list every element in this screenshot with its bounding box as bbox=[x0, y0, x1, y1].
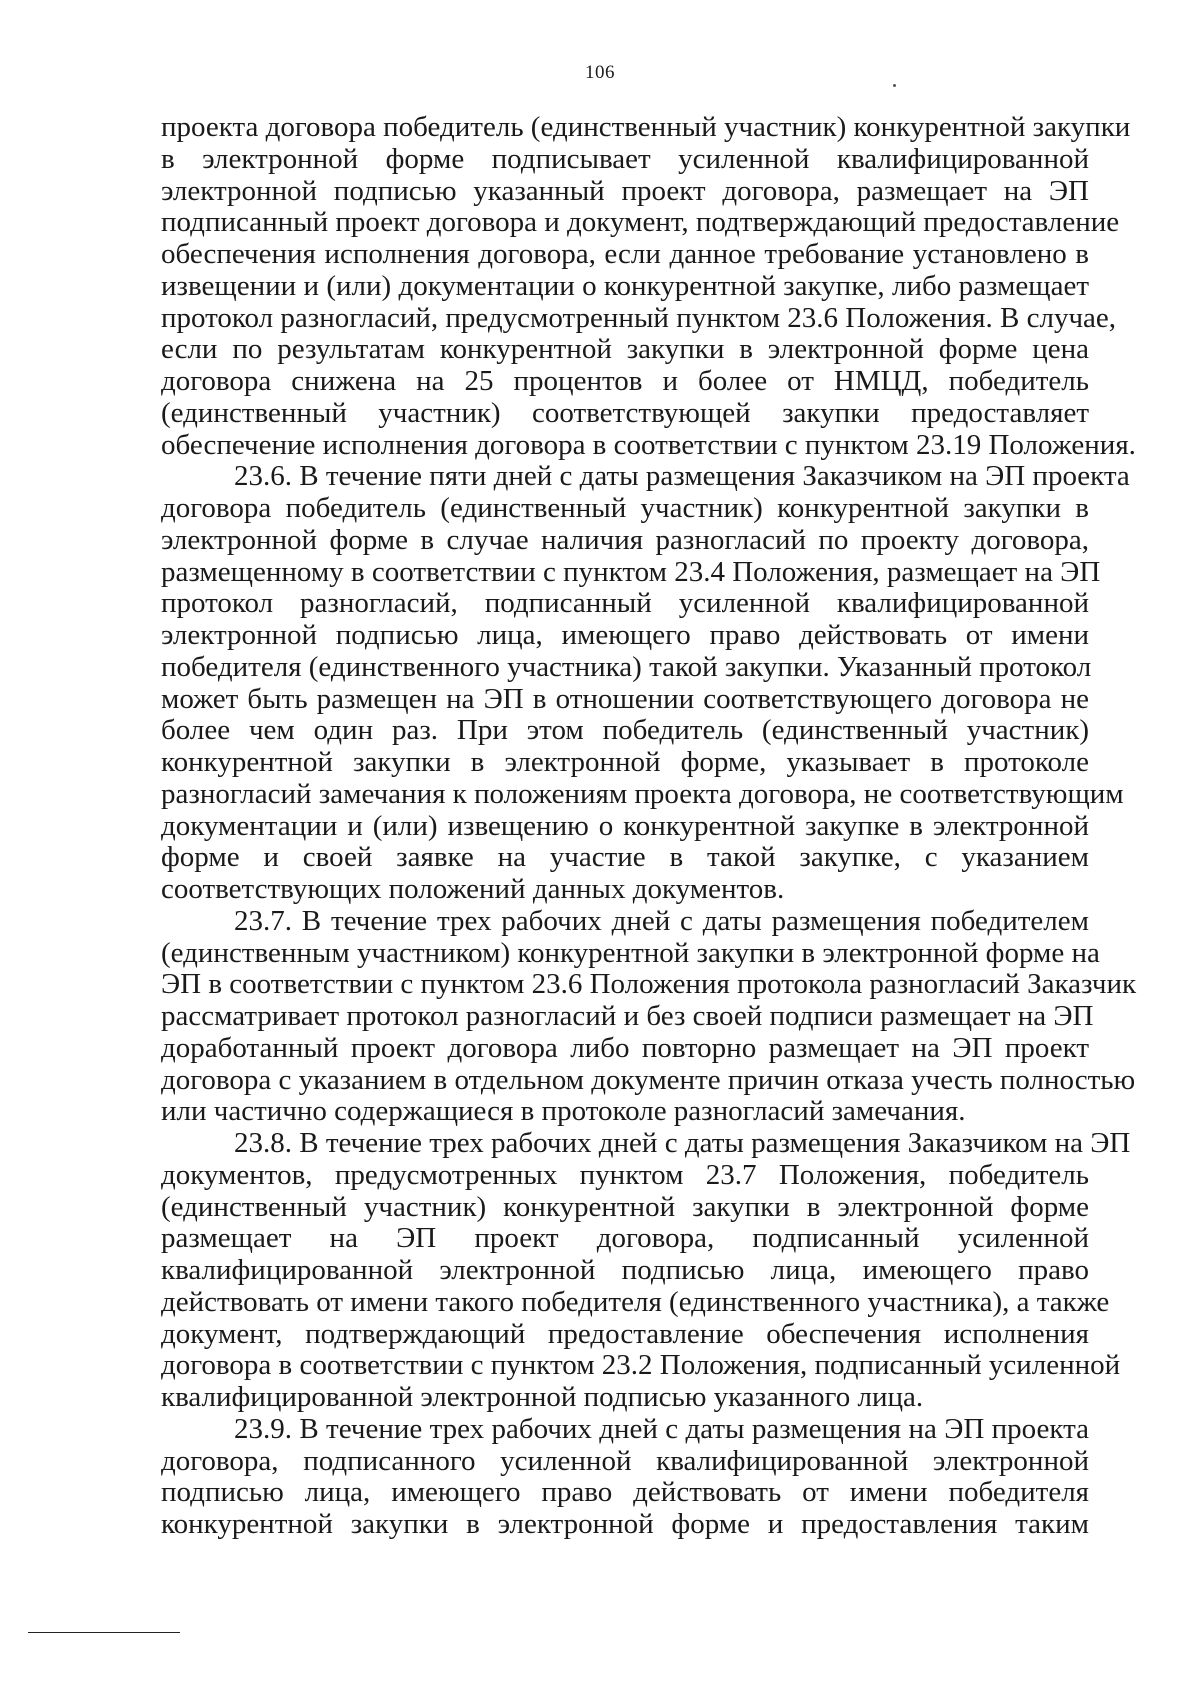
page-number: 106 bbox=[585, 62, 615, 83]
footnote-divider bbox=[28, 1632, 180, 1633]
text-line: договора победитель (единственный участник) конкурентной закупки в bbox=[161, 492, 1089, 524]
text-line: в электронной форме подписывает усиленной квалифицированной bbox=[161, 142, 1089, 175]
text-line: 23.6. В течение пяти дней с даты размещения Заказчиком на ЭП проекта bbox=[234, 460, 1130, 493]
text-line: договора с указанием в отдельном документе причин отказа учесть полностью bbox=[161, 1063, 1136, 1096]
text-line: (единственный участник) соответствующей закупки предоставляет bbox=[161, 396, 1089, 429]
text-line: электронной подписью указанный проект договора, размещает на ЭП bbox=[161, 174, 1089, 207]
text-line: электронной подписью лица, имеющего право действовать от имени bbox=[161, 619, 1089, 651]
text-line: квалифицированной электронной подписью лица, имеющего право bbox=[161, 1254, 1089, 1286]
text-line: может быть размещен на ЭП в отношении соответствующего договора не bbox=[161, 682, 1089, 715]
text-line: протокол разногласий, предусмотренный пунктом 23.6 Положения. В случае, bbox=[161, 301, 1117, 334]
text-line: документов, предусмотренных пунктом 23.7 Положения, победитель bbox=[161, 1158, 1089, 1191]
text-line: ЭП в соответствии с пунктом 23.6 Положения протокола разногласий Заказчик bbox=[161, 968, 1137, 1001]
paragraph bbox=[161, 1414, 1089, 1541]
paragraph bbox=[161, 460, 1130, 906]
text-line: проекта договора победитель (единственный участник) конкурентной закупки bbox=[161, 111, 1131, 143]
text-line: победителя (единственного участника) такой закупки. Указанный протокол bbox=[161, 650, 1092, 683]
text-line: конкурентной закупки в электронной форме и предоставления таким bbox=[161, 1508, 1089, 1540]
text-line: действовать от имени такого победителя (единственного участника), а также bbox=[161, 1285, 1110, 1318]
text-line: извещении и (или) документации о конкурентной закупке, либо размещает bbox=[161, 269, 1089, 302]
text-line: подписью лица, имеющего право действовать от имени победителя bbox=[161, 1476, 1089, 1509]
text-line: квалифицированной электронной подписью указанного лица. bbox=[161, 1381, 924, 1413]
text-line: если по результатам конкурентной закупки в электронной форме цена bbox=[161, 333, 1089, 366]
text-line: размещенному в соответствии с пунктом 23.4 Положения, размещает на ЭП bbox=[161, 555, 1101, 588]
text-line: договора, подписанного усиленной квалифицированной электронной bbox=[161, 1444, 1089, 1477]
text-line: протокол разногласий, подписанный усиленной квалифицированной bbox=[161, 587, 1089, 620]
scan-speck bbox=[893, 84, 896, 87]
text-line: обеспечение исполнения договора в соответствии с пунктом 23.19 Положения. bbox=[161, 428, 1136, 461]
text-line: или частично содержащиеся в протоколе разногласий замечания. bbox=[161, 1095, 966, 1128]
text-line: подписанный проект договора и документ, подтверждающий предоставление bbox=[161, 206, 1120, 239]
text-line: обеспечения исполнения договора, если данное требование установлено в bbox=[161, 238, 1089, 270]
text-line: 23.7. В течение трех рабочих дней с даты размещения победителем bbox=[234, 904, 1089, 937]
text-line: (единственный участник) конкурентной закупки в электронной форме bbox=[161, 1190, 1089, 1223]
text-line: соответствующих положений данных документов. bbox=[161, 873, 785, 905]
text-line: договора снижена на 25 процентов и более от НМЦД, победитель bbox=[161, 365, 1089, 397]
text-line: 23.8. В течение трех рабочих дней с даты размещения Заказчиком на ЭП bbox=[234, 1127, 1131, 1159]
paragraph bbox=[161, 111, 1136, 461]
text-line: доработанный проект договора либо повторно размещает на ЭП проект bbox=[161, 1031, 1089, 1064]
text-line: (единственным участником) конкурентной закупки в электронной форме на bbox=[161, 936, 1100, 969]
text-line: документ, подтверждающий предоставление обеспечения исполнения bbox=[161, 1317, 1089, 1350]
paragraph bbox=[161, 904, 1137, 1128]
text-line: конкурентной закупки в электронной форме, указывает в протоколе bbox=[161, 746, 1089, 778]
paragraph bbox=[161, 1127, 1131, 1414]
text-line: договора в соответствии с пунктом 23.2 Положения, подписанный усиленной bbox=[161, 1349, 1121, 1382]
text-line: документации и (или) извещению о конкурентной закупке в электронной bbox=[161, 809, 1089, 842]
document-body bbox=[161, 111, 1137, 1541]
text-line: размещает на ЭП проект договора, подписанный усиленной bbox=[161, 1222, 1089, 1255]
text-line: разногласий замечания к положениям проекта договора, не соответствующим bbox=[161, 777, 1124, 810]
text-line: форме и своей заявке на участие в такой закупке, с указанием bbox=[161, 841, 1089, 874]
text-line: более чем один раз. При этом победитель (единственный участник) bbox=[161, 714, 1089, 747]
text-line: рассматривает протокол разногласий и без своей подписи размещает на ЭП bbox=[161, 1000, 1094, 1032]
text-line: 23.9. В течение трех рабочих дней с даты размещения на ЭП проекта bbox=[234, 1412, 1089, 1445]
text-line: электронной форме в случае наличия разногласий по проекту договора, bbox=[161, 523, 1089, 556]
